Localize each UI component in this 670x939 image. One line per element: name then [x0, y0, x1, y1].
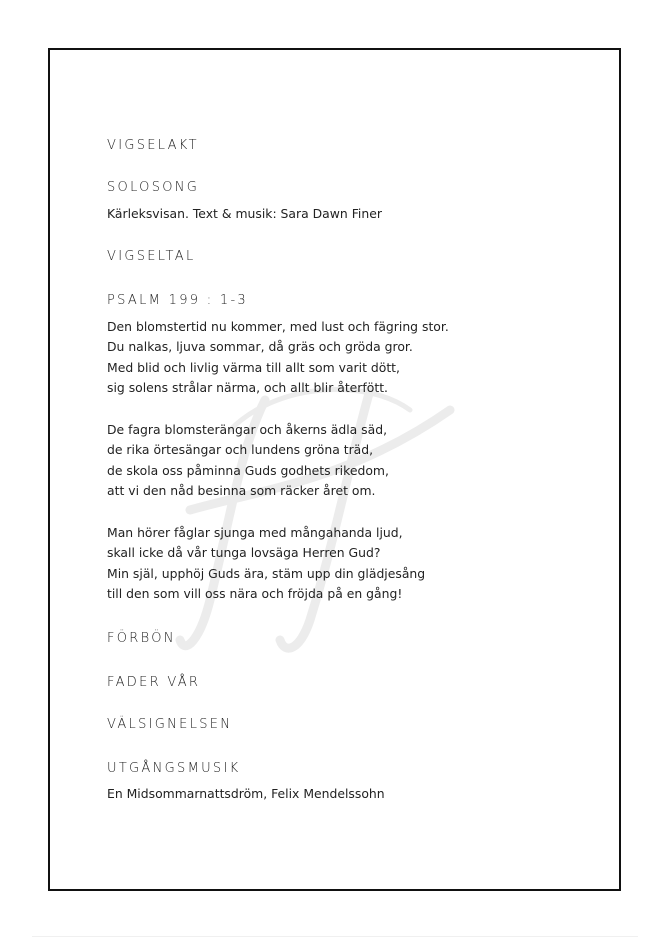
verse-line: Den blomstertid nu kommer, med lust och fägring stor.	[107, 319, 449, 334]
verse-line: de rika örtesängar och lundens gröna träd,	[107, 442, 374, 458]
heading-fader-var: FADER VÅR	[107, 675, 201, 690]
heading-utgangsmusik: UTGÅNGSMUSIK	[107, 761, 241, 776]
heading-psalm: PSALM 199 : 1-3	[107, 293, 249, 308]
verse-line: Man hörer fåglar sjunga med mångahanda ljud,	[107, 525, 403, 540]
heading-vigseltal: VIGSELTAL	[107, 249, 196, 264]
psalm-verse-2	[107, 420, 389, 501]
verse-line: sig solens strålar närma, och allt blir återfött.	[107, 379, 388, 395]
solosong-text: Kärleksvisan. Text & musik: Sara Dawn Finer	[107, 206, 382, 221]
verse-line: de skola oss påminna Guds godhets rikedom,	[107, 462, 389, 478]
verse-line: Du nalkas, ljuva sommar, då gräs och gröda gror.	[107, 339, 413, 355]
psalm-verse-1	[107, 317, 449, 398]
verse-line: att vi den nåd besinna som räcker året om.	[107, 482, 376, 498]
heading-forbon: FÖRBÖN	[107, 631, 176, 646]
heading-valsignelsen: VÄLSIGNELSEN	[107, 717, 233, 732]
heading-solosong: SOLOSONG	[107, 180, 200, 195]
verse-line: Min själ, upphöj Guds ära, stäm upp din glädjesång	[107, 565, 426, 581]
verse-line: till den som vill oss nära och fröjda på en gång!	[107, 585, 403, 601]
verse-line: skall icke då vår tunga lovsäga Herren Gud?	[107, 545, 381, 561]
verse-line: De fagra blomsterängar och åkerns ädla säd,	[107, 422, 388, 437]
psalm-verse-3	[107, 523, 425, 604]
utgangsmusik-text: En Midsommarnattsdröm, Felix Mendelssohn	[107, 786, 385, 801]
heading-vigselakt: VIGSELAKT	[107, 138, 199, 153]
page-divider	[32, 936, 638, 937]
verse-line: Med blid och livlig värma till allt som varit dött,	[107, 359, 400, 375]
